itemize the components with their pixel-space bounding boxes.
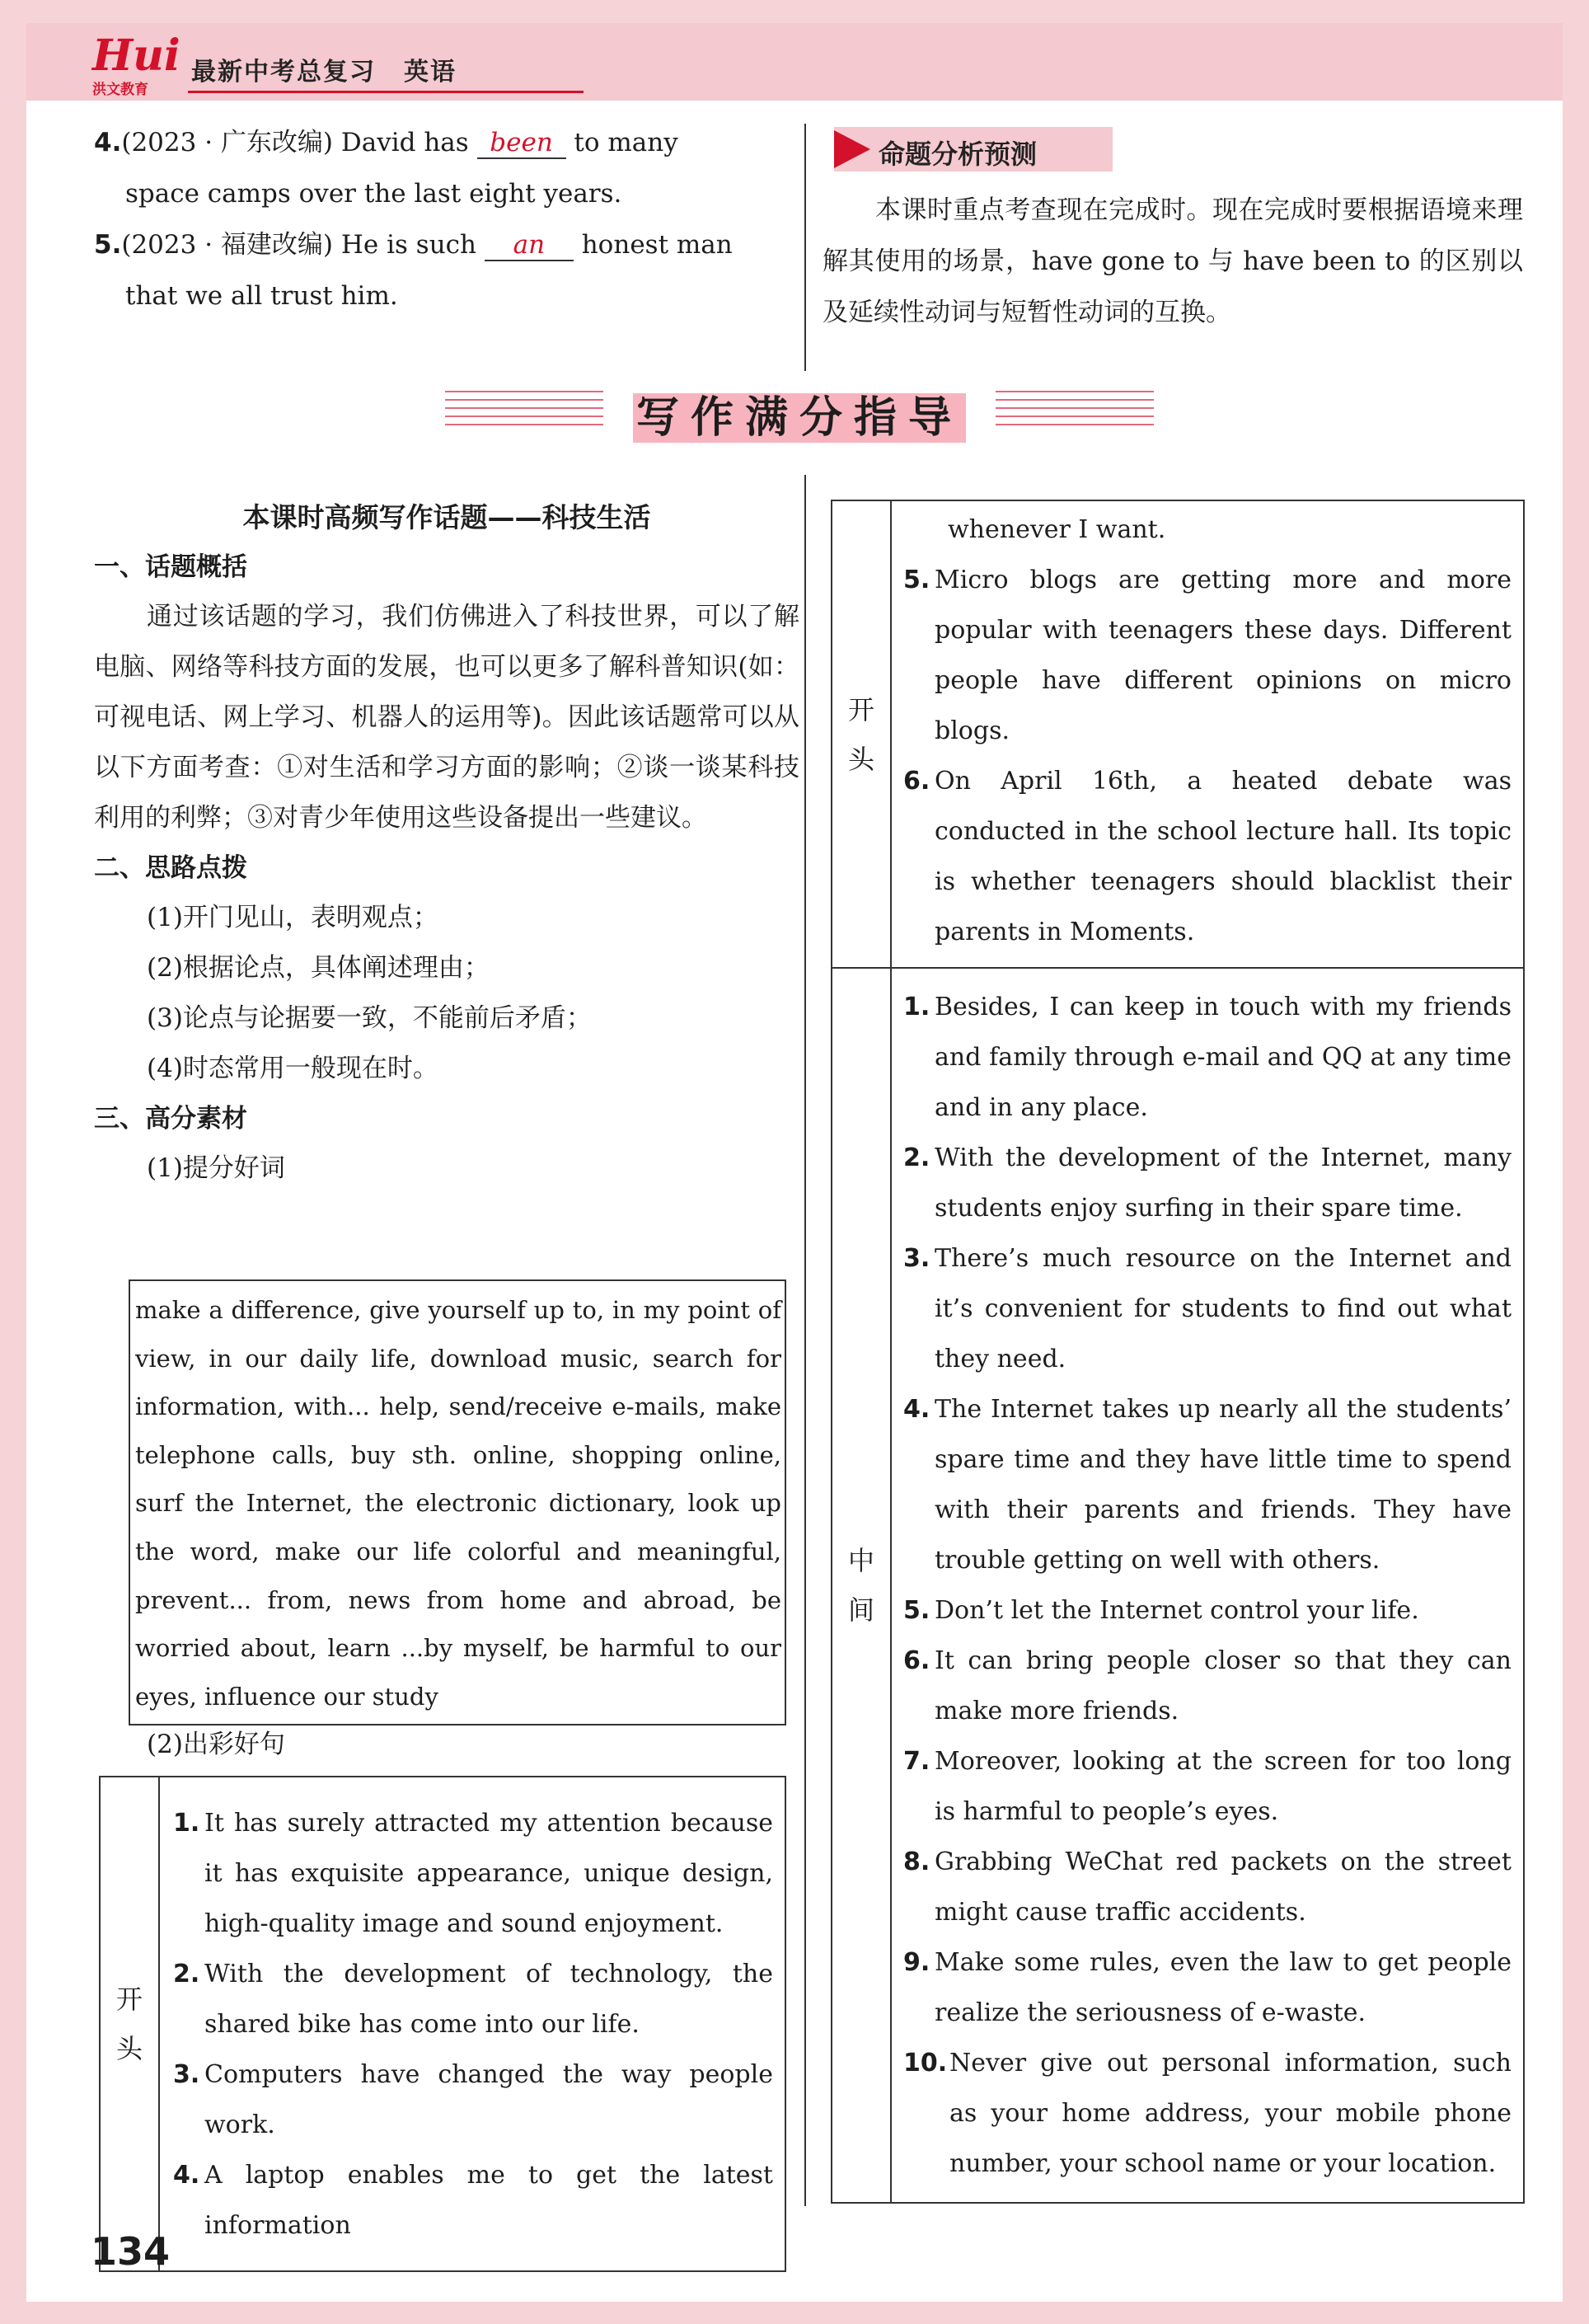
row-label: 中间 [832, 968, 891, 2203]
sentence: 8. Grabbing WeChat red packets on the street might cause traffic accidents. [903, 1847, 1512, 1927]
subject-title: 英语 [404, 58, 457, 87]
row-label: 开头 [100, 1777, 159, 2271]
sentence: 6. It can bring people closer so that they can make more friends. [903, 1646, 1512, 1725]
sentences-cell [891, 500, 1524, 968]
page-number: 134 [91, 2229, 171, 2274]
tip-item: (2)根据论点，具体阐述理由； [147, 953, 490, 983]
analysis-text: 本课时重点考查现在完成时。现在完成时要根据语境来理解其使用的场景，have gone to 与 have been to 的区别以及延续性动词与短暂性动词的互换。 [823, 195, 1523, 327]
vocabulary-box: make a difference, give yourself up to, in my point of view, in our daily life, download music, search for information, with... help, send/receive e-mails, make telephone calls, buy sth. online, shopping online, surf the Internet, the electronic dictionary, look up the word, make our life colorful and meaningful, prevent... from, news from home and abroad, be worried about, learn ...by myself, be harmful to our eyes, influence our study [129, 1279, 786, 1725]
question-5: 5.(2023 · 福建改编) He is such an honest man that we all trust him. [94, 230, 733, 311]
sentence: 9. Make some rules, even the law to get people realize the seriousness of e-waste. [903, 1948, 1512, 2027]
sentence: 2. With the development of the Internet, many students enjoy surfing in their spare time. [903, 1143, 1512, 1223]
column-divider [804, 475, 806, 2206]
left-column [94, 493, 799, 1194]
topic-title: 本课时高频写作话题——科技生活 [242, 501, 651, 533]
section-heading: 一、话题概括 [94, 552, 247, 582]
sentence: 3. There’s much resource on the Internet and it’s convenient for students to find out what they need. [903, 1244, 1512, 1373]
sentences-cell [891, 968, 1524, 2203]
book-title [191, 51, 457, 87]
sentence: 1. It has surely attracted my attention because it has exquisite appearance, unique design, high-quality image and sound enjoyment. [173, 1808, 773, 1938]
sentence: 10. Never give out personal information, such as your home address, your mobile phone number, your school name or your location. [903, 2049, 1512, 2178]
sentence: 4. The Internet takes up nearly all the students’ spare time and they have little time to spend with their parents and friends. They have trouble getting on well with others. [903, 1395, 1512, 1575]
header-underline [188, 91, 584, 93]
subheading: (2)出彩好句 [147, 1730, 285, 1759]
answer-blank: an [485, 230, 574, 261]
topic-summary: 通过该话题的学习，我们仿佛进入了科技世界，可以了解电脑、网络等科技方面的发展，也可以更多了解科普知识(如：可视电话、网上学习、机器人的运用等)。因此该话题常可以从以下方面考查：①对生活和学习方面的影响；②谈一谈某科技利用的利弊；③对青少年使用这些设备提出一些建议。 [94, 602, 799, 833]
sentence: 5. Micro blogs are getting more and more popular with teenagers these days. Different people have different opinions on micro blogs. [903, 566, 1512, 745]
banner-title: 写作满分指导 [610, 383, 989, 444]
analysis-tag: 命题分析预测 [834, 127, 1113, 171]
sentences-table-right [831, 500, 1525, 2204]
sentence: 5. Don’t let the Internet control your life. [903, 1596, 1419, 1625]
tip-item: (4)时态常用一般现在时。 [147, 1054, 438, 1083]
section-heading: 三、高分素材 [94, 1104, 247, 1134]
sentence: 7. Moreover, looking at the screen for too long is harmful to people’s eyes. [903, 1747, 1512, 1826]
sentence: 3. Computers have changed the way people work. [173, 2059, 773, 2139]
brand-logo: Hui 洪文教育 [92, 31, 180, 98]
answer-blank: been [477, 128, 566, 159]
tip-item: (1)开门见山，表明观点； [147, 903, 438, 932]
page [26, 23, 1563, 2302]
question-4: 4.(2023 · 广东改编) David has been to many space camps over the last eight years. [94, 128, 678, 209]
arrow-icon [834, 130, 870, 168]
sentence: 2. With the development of technology, the shared bike has come into our life. [173, 1959, 773, 2039]
header-band [26, 23, 1563, 101]
section-heading: 二、思路点拨 [94, 853, 247, 883]
continued-text: whenever I want. [948, 515, 1166, 544]
sentence: 4. A laptop enables me to get the latest information [173, 2160, 773, 2240]
sentences-table-left [99, 1776, 786, 2272]
sentence: 1. Besides, I can keep in touch with my friends and family through e-mail and QQ at any time and in any place. [903, 993, 1512, 1122]
sentence: 6. On April 16th, a heated debate was conducted in the school lecture hall. Its topic is whether teenagers should blacklist their parents in Moments. [903, 767, 1512, 946]
subheading: (1)提分好词 [147, 1153, 285, 1183]
series-title: 最新中考总复习 [191, 58, 376, 87]
row-label: 开头 [832, 500, 891, 968]
section-banner [445, 378, 1154, 443]
column-divider [804, 124, 806, 371]
tip-item: (3)论点与论据要一致，不能前后矛盾； [147, 1003, 592, 1033]
sentences-cell [159, 1777, 785, 2271]
